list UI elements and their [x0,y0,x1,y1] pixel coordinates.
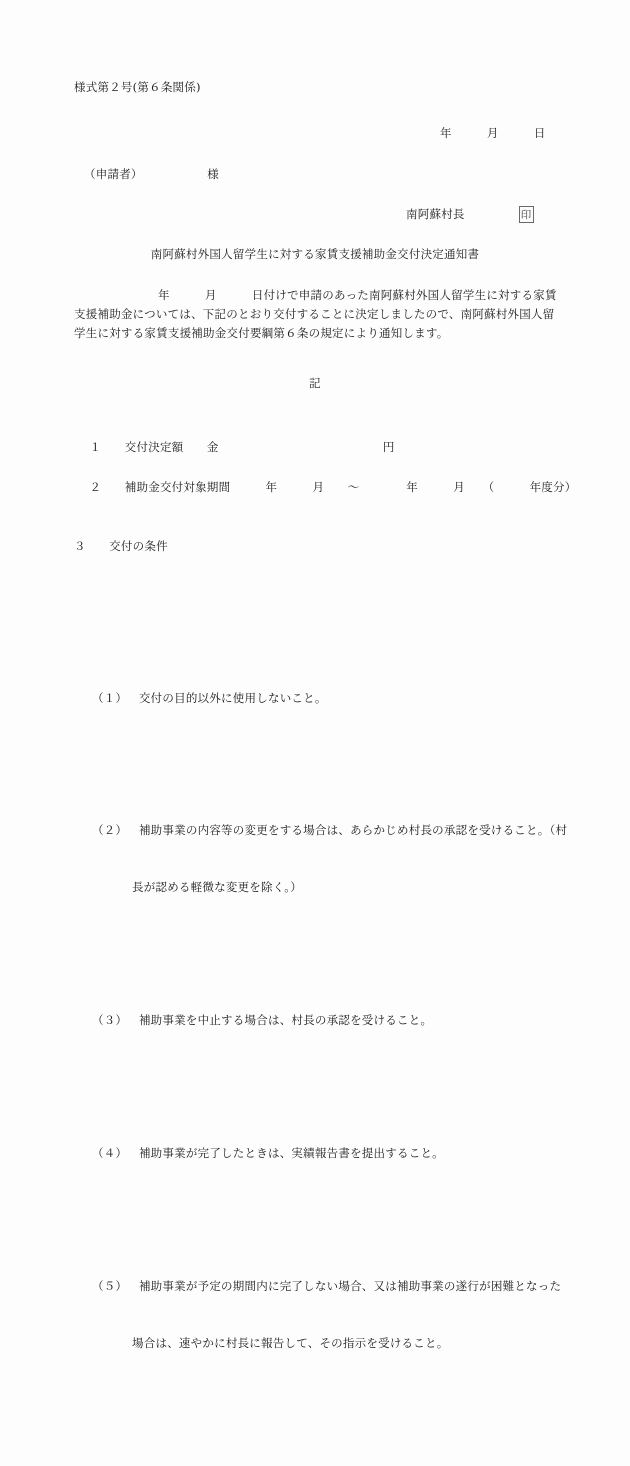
condition-line [74,689,574,708]
date-line: 年 月 日 [440,126,546,140]
item-3-heading [74,537,574,556]
condition-text: 補助事業が完了したときは、実績報告書を提出すること。 [138,1145,444,1160]
list-item [74,1106,574,1201]
item-3-label: 交付の条件 [109,538,168,553]
condition-text: 補助事業が予定の期間内に完了しない場合、又は補助事業の遂行が困難となった [138,1278,562,1293]
item-1-value: 金 円 [206,439,395,454]
document-title: 南阿蘇村外国人留学生に対する家賃支援補助金交付決定通知書 [150,247,480,261]
condition-gap [127,1279,139,1293]
item-2-label: 補助金交付対象期間 [124,479,231,494]
addressee-line: （申請者） 様 [84,167,220,181]
ki-mark: 記 [309,376,321,390]
condition-marker: （３） [92,1013,128,1028]
seal-box-icon: 印 [519,206,534,223]
form-code: 様式第２号(第６条関係) [74,80,201,94]
body-paragraph-text: 年 月 日付けで申請のあった南阿蘇村外国人留学生に対する家賃支援補助金については、下記のとおり交付することに決定しましたので、南阿蘇村外国人留学生に対する家賃支援補助金交付要綱第６条の規定により通知します。 [74,288,557,340]
item-2-value: 年 月 ～ 年 月 （ 年度分） [265,479,577,494]
condition-line [74,1011,574,1030]
item-1-label: 交付決定額 [124,439,184,454]
body-paragraph [74,286,564,343]
item-2-gap2 [230,480,265,494]
condition-gap [127,691,139,705]
condition-marker: （１） [92,690,128,705]
item-1-gap [101,440,124,454]
issuer-name: 南阿蘇村長 [406,207,465,221]
condition-text: 交付の目的以外に使用しないこと。 [138,690,327,705]
condition-line [74,1144,574,1163]
list-item [74,651,574,746]
condition-text: 補助事業の内容等の変更をする場合は、あらかじめ村長の承認を受けること。（村 [138,823,568,838]
issuer-block [406,205,534,224]
condition-marker: （４） [92,1145,128,1160]
condition-line [74,821,574,840]
conditions-list [74,613,574,1429]
list-item [74,1239,574,1391]
item-2-gap [101,480,124,494]
condition-marker: （２） [92,823,128,838]
item-2-number: ２ [89,479,102,494]
item-kofu-no-joken [74,499,574,1466]
list-item [74,973,574,1068]
condition-marker: （５） [92,1278,128,1293]
item-3-gap [86,539,109,553]
condition-gap [127,1146,139,1160]
item-1-gap2 [183,440,206,454]
item-3-number: ３ [74,538,86,553]
item-1-number: １ [89,439,102,454]
list-item [74,784,574,936]
condition-gap [127,1013,139,1027]
condition-gap [127,823,139,837]
condition-text: 補助事業を中止する場合は、村長の承認を受けること。 [138,1013,433,1028]
condition-line [74,1277,574,1296]
condition-continuation: 長が認める軽微な変更を除く。） [132,880,302,895]
condition-continuation: 場合は、速やかに村長に報告して、その指示を受けること。 [132,1335,449,1350]
